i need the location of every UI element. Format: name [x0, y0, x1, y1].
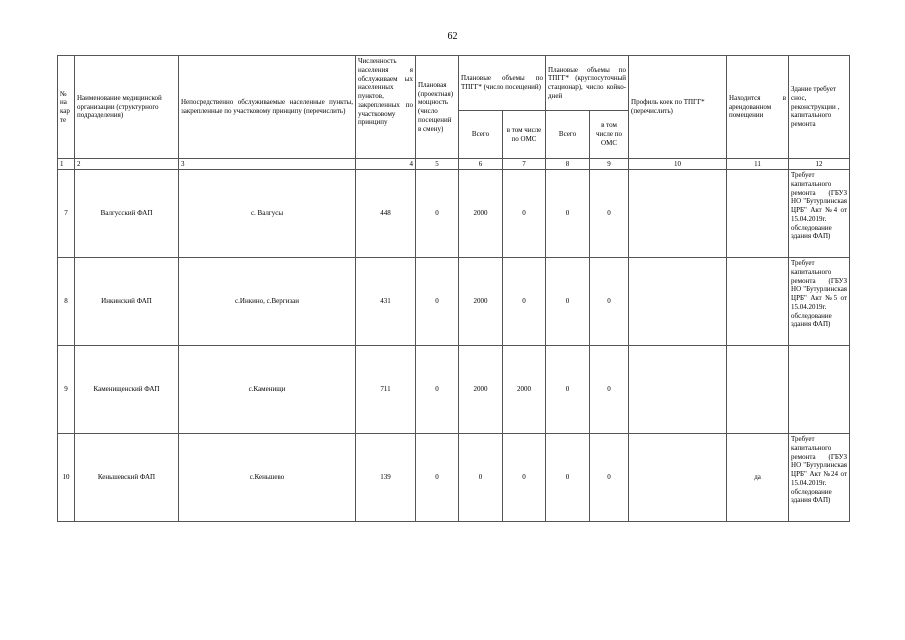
- cell-num: 7: [58, 170, 75, 258]
- cell-num: 10: [58, 434, 75, 522]
- cell-points: с.Кеньшево: [179, 434, 356, 522]
- facilities-table: [57, 55, 850, 522]
- cell-num: 8: [58, 258, 75, 346]
- header-beds-oms: в том числе по ОМС: [590, 111, 629, 159]
- header-points: Непосредственно обслуживаемые населенные пункты, закрепленные по участковому принципу (перечислить): [179, 56, 356, 159]
- cell-visits-oms: 0: [503, 258, 546, 346]
- column-index-cell: 11: [727, 159, 789, 170]
- column-index-row: [58, 159, 850, 170]
- cell-population: 139: [356, 434, 416, 522]
- header-row-1: [58, 56, 850, 111]
- cell-profile: [629, 434, 727, 522]
- header-visits-total: Всего: [459, 111, 503, 159]
- cell-org: Инкинский ФАП: [75, 258, 179, 346]
- header-profile: Профиль коек по ТПГГ* (перечислить): [629, 56, 727, 159]
- cell-note: [789, 346, 850, 434]
- table-row: [58, 258, 850, 346]
- cell-visits-total: 2000: [459, 346, 503, 434]
- cell-profile: [629, 170, 727, 258]
- cell-note: Требует капитального ремонта (ГБУЗ НО "Бутурлинская ЦРБ" Акт №4 от 15.04.2019г. обследование здания ФАП): [789, 170, 850, 258]
- cell-visits-oms: 0: [503, 434, 546, 522]
- cell-points: с.Инкино, с.Вергизаи: [179, 258, 356, 346]
- column-index-cell: 8: [546, 159, 590, 170]
- header-rented: Находится в арендованном помещении: [727, 56, 789, 159]
- page-number: 62: [447, 31, 458, 42]
- column-index-cell: 12: [789, 159, 850, 170]
- header-building: Здание требует снос, реконструкции , капитального ремонта: [789, 56, 850, 159]
- header-visits-group: Плановые объемы по ТПГГ* (число посещений): [459, 56, 546, 111]
- cell-beds-oms: 0: [590, 170, 629, 258]
- cell-note: Требует капитального ремонта (ГБУЗ НО "Бутурлинская ЦРБ" Акт №24 от 15.04.2019г. обследование здания ФАП): [789, 434, 850, 522]
- cell-capacity: 0: [416, 346, 459, 434]
- column-index-cell: 6: [459, 159, 503, 170]
- cell-visits-oms: 2000: [503, 346, 546, 434]
- column-index-cell: 5: [416, 159, 459, 170]
- cell-visits-total: 0: [459, 434, 503, 522]
- cell-rented: [727, 258, 789, 346]
- cell-beds-oms: 0: [590, 346, 629, 434]
- cell-profile: [629, 346, 727, 434]
- header-visits-oms: в том числе по ОМС: [503, 111, 546, 159]
- cell-org: Валгусский ФАП: [75, 170, 179, 258]
- cell-profile: [629, 258, 727, 346]
- cell-population: 448: [356, 170, 416, 258]
- column-index-cell: 2: [75, 159, 179, 170]
- table-row: [58, 434, 850, 522]
- cell-visits-total: 2000: [459, 258, 503, 346]
- cell-population: 431: [356, 258, 416, 346]
- cell-population: 711: [356, 346, 416, 434]
- cell-points: с.Каменищи: [179, 346, 356, 434]
- cell-beds-oms: 0: [590, 258, 629, 346]
- cell-beds-total: 0: [546, 346, 590, 434]
- column-index-cell: 9: [590, 159, 629, 170]
- cell-rented: [727, 170, 789, 258]
- cell-beds-total: 0: [546, 170, 590, 258]
- cell-rented: да: [727, 434, 789, 522]
- cell-beds-total: 0: [546, 434, 590, 522]
- cell-visits-oms: 0: [503, 170, 546, 258]
- cell-beds-oms: 0: [590, 434, 629, 522]
- column-index-cell: 1: [58, 159, 75, 170]
- table-row: [58, 346, 850, 434]
- cell-points: с. Валгусы: [179, 170, 356, 258]
- cell-num: 9: [58, 346, 75, 434]
- column-index-cell: 3: [179, 159, 356, 170]
- header-num: № на кар те: [58, 56, 75, 159]
- column-index-cell: 4: [356, 159, 416, 170]
- table-row: [58, 170, 850, 258]
- cell-capacity: 0: [416, 170, 459, 258]
- cell-capacity: 0: [416, 258, 459, 346]
- column-index-cell: 7: [503, 159, 546, 170]
- header-beds-total: Всего: [546, 111, 590, 159]
- cell-org: Каменищенский ФАП: [75, 346, 179, 434]
- cell-capacity: 0: [416, 434, 459, 522]
- cell-note: Требует капитального ремонта (ГБУЗ НО "Бутурлинская ЦРБ" Акт №5 от 15.04.2019г. обследование здания ФАП): [789, 258, 850, 346]
- cell-visits-total: 2000: [459, 170, 503, 258]
- header-org: Наименование медицинской организации (структурного подразделения): [75, 56, 179, 159]
- header-capacity: Плановая (проектная) мощность (число посещений в смену): [416, 56, 459, 159]
- header-population: Численность населения я обслуживаем ых населенных пунктов, закрепленных по участковому принципу: [356, 56, 416, 159]
- cell-beds-total: 0: [546, 258, 590, 346]
- column-index-cell: 10: [629, 159, 727, 170]
- header-beds-group: Плановые объемы по ТПГГ* (круглосуточный стационар), число койко-дней: [546, 56, 629, 111]
- cell-rented: [727, 346, 789, 434]
- cell-org: Кеньшевский ФАП: [75, 434, 179, 522]
